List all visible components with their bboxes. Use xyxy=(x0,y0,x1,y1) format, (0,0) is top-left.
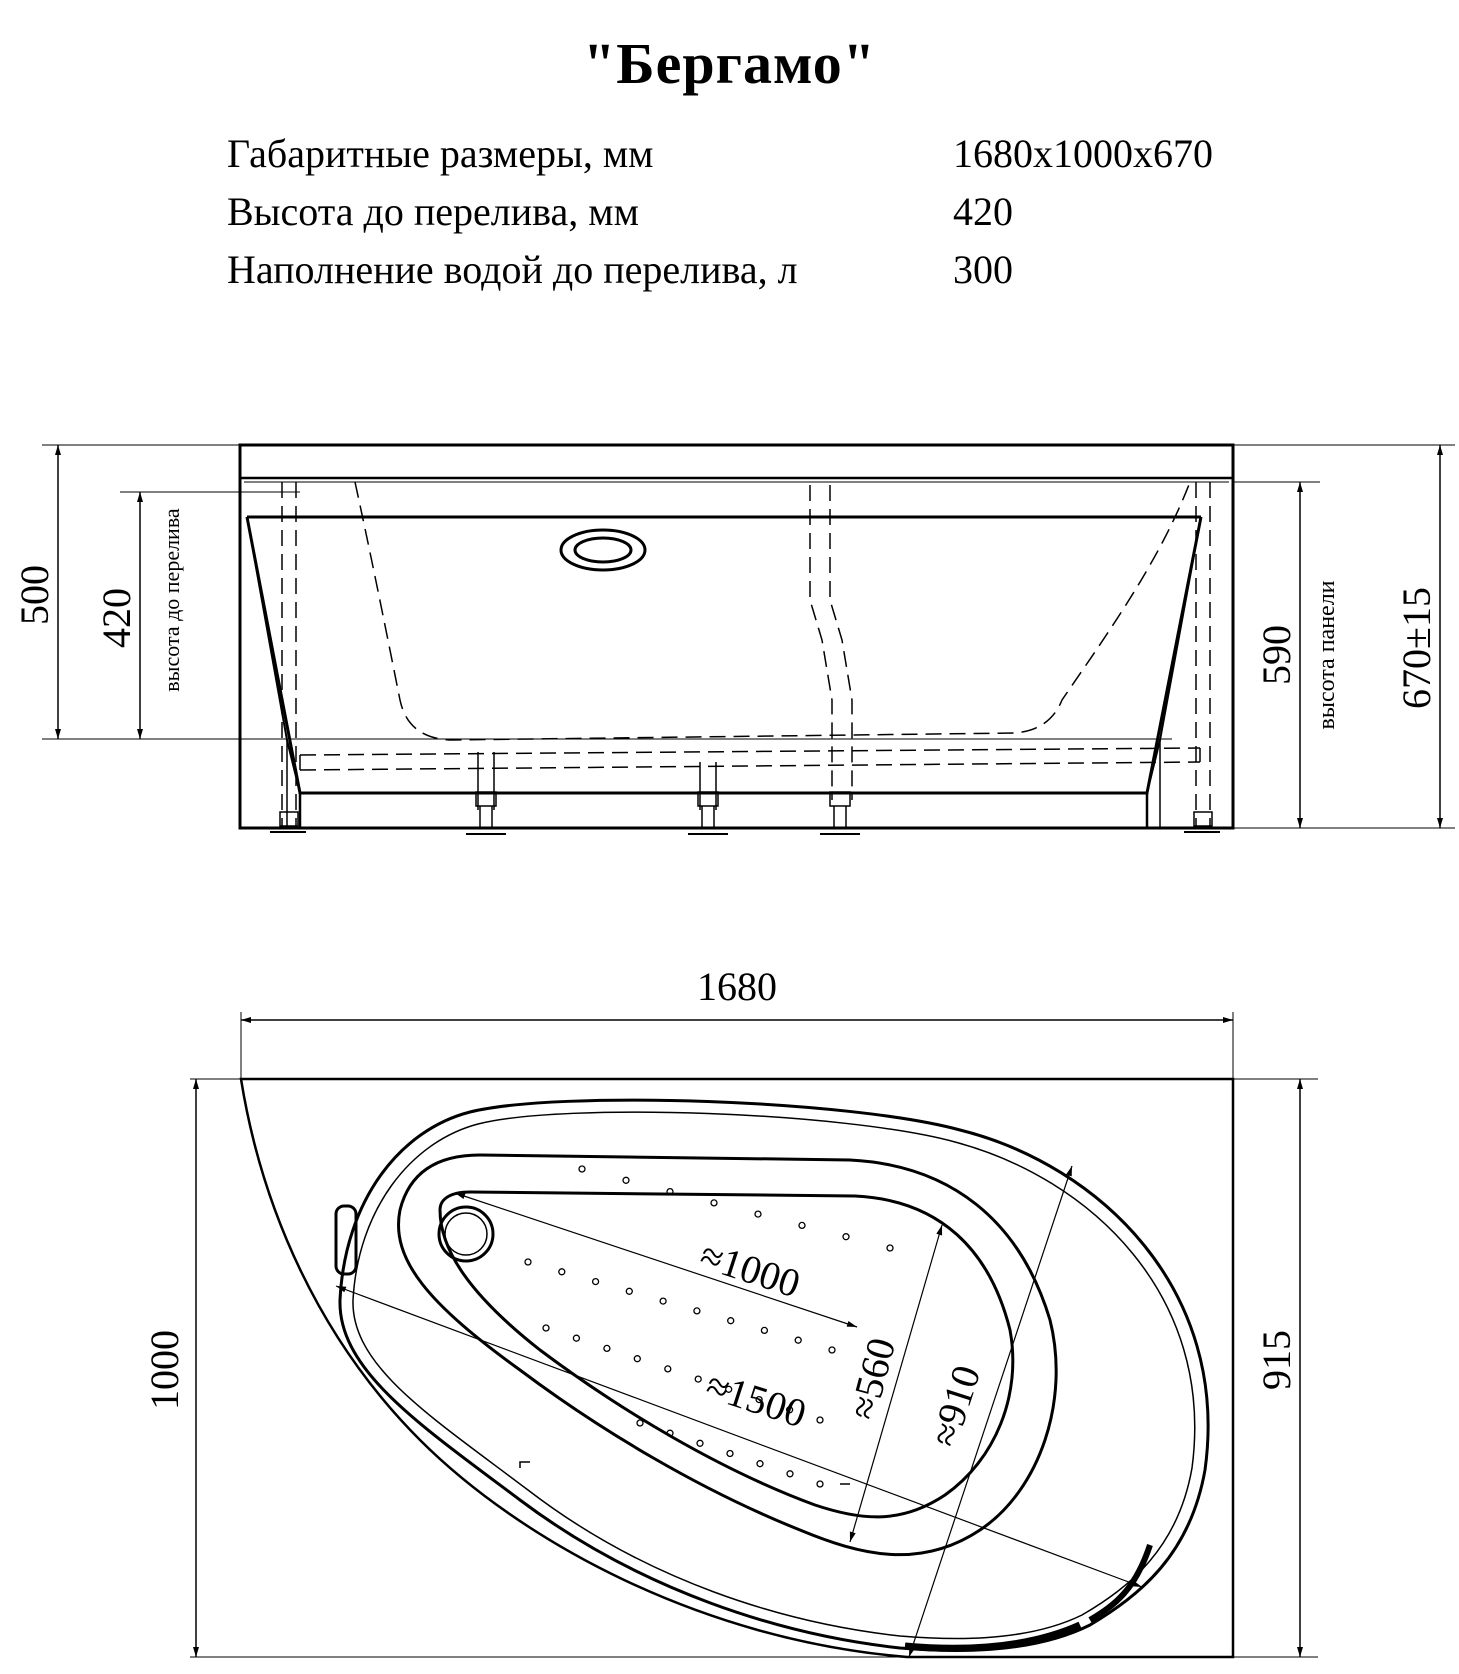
air-jet-dot xyxy=(626,1288,632,1294)
air-jet-dot xyxy=(525,1259,531,1265)
air-jets xyxy=(525,1166,893,1487)
air-jet-dot xyxy=(543,1325,549,1331)
air-jet-dot xyxy=(787,1471,793,1477)
air-jet-dot xyxy=(887,1245,893,1251)
side-view xyxy=(42,445,1455,834)
air-jet-dot xyxy=(559,1269,565,1275)
dim-text-420: 420 xyxy=(94,588,139,648)
dim-text-590: 590 xyxy=(1254,625,1299,685)
air-jet-dot xyxy=(817,1481,823,1487)
air-jet-dot xyxy=(843,1234,849,1240)
air-jet-dot xyxy=(694,1308,700,1314)
spec-value-water-volume: 300 xyxy=(953,247,1013,292)
air-jet-dot xyxy=(604,1345,610,1351)
top-bowl-outer xyxy=(399,1155,1057,1555)
side-hidden-bowl xyxy=(355,482,1190,740)
air-jet-dot xyxy=(799,1222,805,1228)
dim-text-1000: 1000 xyxy=(142,1330,187,1410)
overflow-height-label: высота до перелива xyxy=(159,508,184,692)
air-jet-dot xyxy=(817,1417,823,1423)
spec-value-dimensions: 1680x1000x670 xyxy=(953,131,1213,176)
air-jet-dot xyxy=(634,1356,640,1362)
air-jet-dot xyxy=(573,1335,579,1341)
overflow-handle xyxy=(336,1206,356,1274)
air-jet-dot xyxy=(829,1347,835,1353)
air-jet-dot xyxy=(637,1420,643,1426)
drain xyxy=(439,1207,493,1261)
air-jet-dot xyxy=(697,1440,703,1446)
side-shell-outline xyxy=(247,517,1201,793)
air-jet-dot xyxy=(593,1279,599,1285)
dim-text-500: 500 xyxy=(12,565,57,625)
air-jet-dot xyxy=(755,1211,761,1217)
air-jet-dot xyxy=(795,1337,801,1343)
top-rim-outer xyxy=(340,1100,1208,1650)
dim-text-1680: 1680 xyxy=(697,964,777,1009)
air-jet-dot xyxy=(727,1451,733,1457)
dim-text-inner-1000: ≈1000 xyxy=(694,1232,806,1307)
air-jet-dot xyxy=(695,1376,701,1382)
dim-text-inner-1500: ≈1500 xyxy=(700,1362,812,1437)
side-body-outline xyxy=(240,445,1233,828)
panel-height-label: высота панели xyxy=(1314,580,1340,730)
spec-label-dimensions: Габаритные размеры, мм xyxy=(227,131,654,176)
air-jet-dot xyxy=(728,1318,734,1324)
top-view xyxy=(190,1012,1318,1657)
air-jet-dot xyxy=(711,1200,717,1206)
air-jet-dot xyxy=(623,1177,629,1183)
dim-text-910: ≈910 xyxy=(921,1359,990,1452)
spec-label-water-volume: Наполнение водой до перелива, л xyxy=(227,247,798,292)
dim-text-560: ≈560 xyxy=(839,1333,905,1424)
air-jet-dot xyxy=(761,1327,767,1333)
dim-text-915: 915 xyxy=(1254,1330,1299,1390)
air-jet-dot xyxy=(660,1298,666,1304)
dim-text-670: 670±15 xyxy=(1394,587,1439,709)
spec-label-overflow-height: Высота до перелива, мм xyxy=(227,189,639,234)
air-jet-dot xyxy=(757,1461,763,1467)
drawing-title: "Бергамо" xyxy=(583,31,876,96)
air-jet-dot xyxy=(579,1166,585,1172)
air-jet-dot xyxy=(665,1366,671,1372)
spec-value-overflow-height: 420 xyxy=(953,189,1013,234)
